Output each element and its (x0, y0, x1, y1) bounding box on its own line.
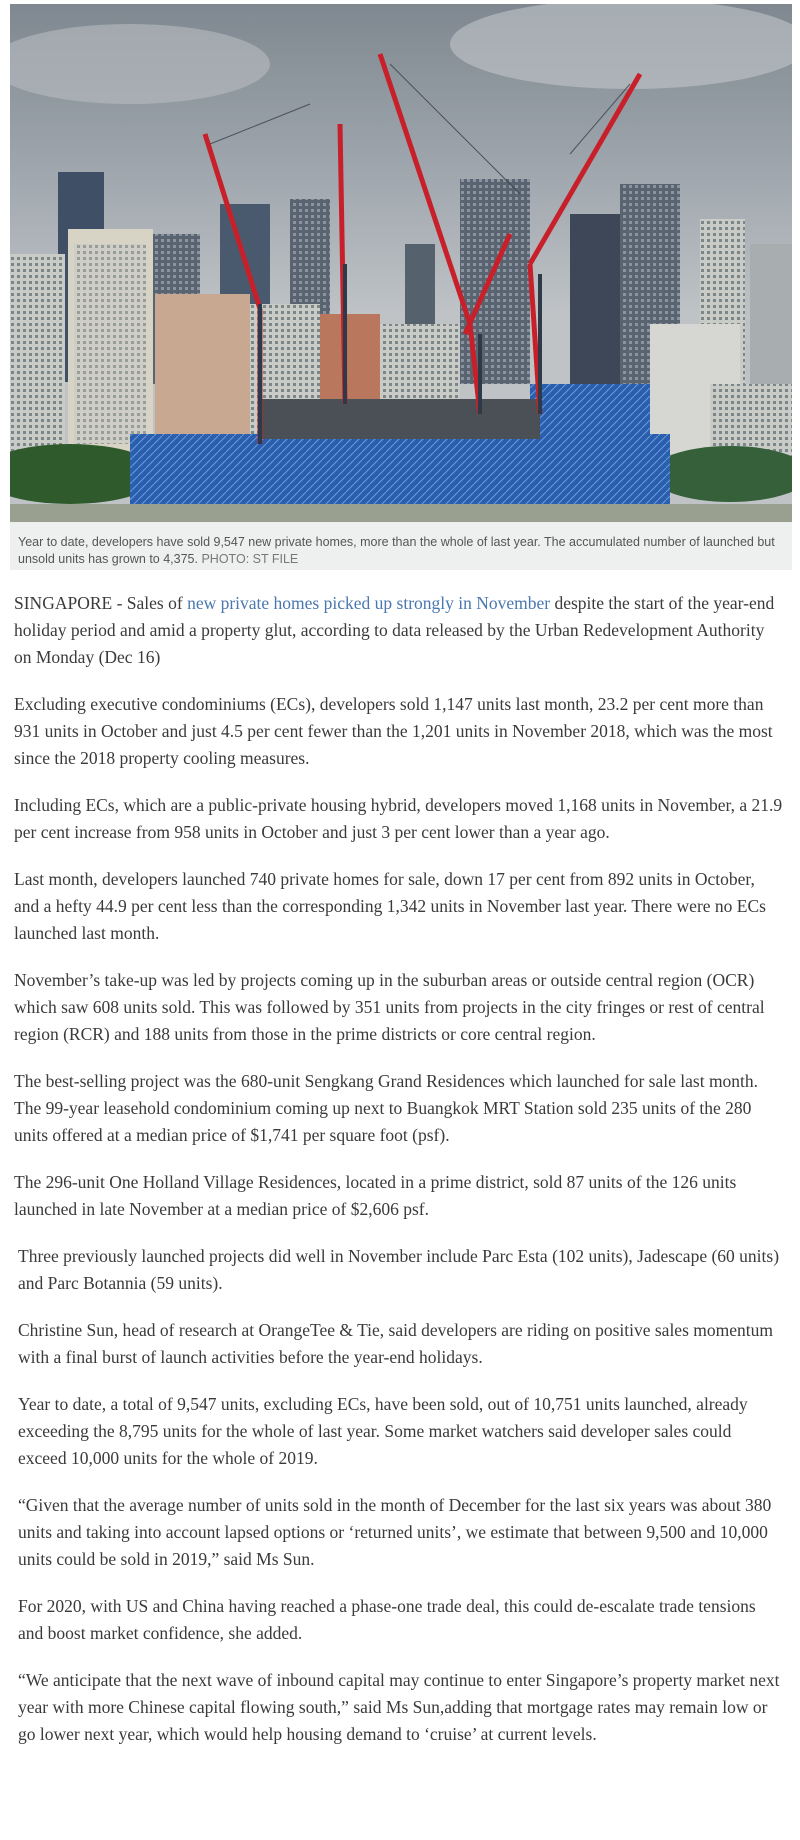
paragraph-1-rest: despite the start of the year-end holiday period and amid a property glut, according to data released by the Urban Redevelopment Authority on Monday (Dec 16) (14, 593, 775, 667)
paragraph-6: The best-selling project was the 680-unit Sengkang Grand Residences which launched for sale last month. The 99-year leasehold condominium coming up next to Buangkok MRT Station sold 235 units of the 280 units offered at a median price of $1,741 per square foot (psf). (14, 1071, 759, 1145)
construction-cranes-skyline-photo (10, 4, 792, 522)
paragraph-9: Christine Sun, head of research at OrangeTee & Tie, said developers are riding on positive sales momentum with a final burst of launch activities before the year-end holidays. (18, 1320, 773, 1367)
article-body (14, 590, 784, 1768)
paragraph-12: For 2020, with US and China having reached a phase-one trade deal, this could de-escalate trade tensions and boost market confidence, she added. (18, 1596, 756, 1643)
photo-credit: PHOTO: ST FILE (201, 552, 299, 566)
related-article-link[interactable]: new private homes picked up strongly in November (187, 593, 551, 613)
paragraph-8: Three previously launched projects did well in November include Parc Esta (102 units), Jadescape (60 units) and Parc Botannia (59 units). (18, 1246, 780, 1293)
paragraph-3: Including ECs, which are a public-private housing hybrid, developers moved 1,168 units in November, a 21.9 per cent increase from 958 units in October and just 3 per cent lower than a year ago. (14, 795, 783, 842)
paragraph-5: November’s take-up was led by projects coming up in the suburban areas or outside central region (OCR) which saw 608 units sold. This was followed by 351 units from projects in the city fringes or rest of central region (RCR) and 188 units from those in the prime districts or core central region. (14, 970, 765, 1044)
paragraph-11: “Given that the average number of units sold in the month of December for the last six years was about 380 units and taking into account lapsed options or ‘returned units’, we estimate that between 9,500 and 10,000 units could be sold in 2019,” said Ms Sun. (18, 1495, 772, 1569)
paragraph-7: The 296-unit One Holland Village Residences, located in a prime district, sold 87 units of the 126 units launched in late November at a median price of $2,606 psf. (14, 1172, 737, 1219)
paragraph-2: Excluding executive condominiums (ECs), developers sold 1,147 units last month, 23.2 per cent more than 931 units in October and just 4.5 per cent fewer than the 1,201 units in November 2018, which was the most since the 2018 property cooling measures. (14, 694, 773, 768)
figure-caption (18, 534, 784, 568)
dateline-lead: SINGAPORE - Sales of (14, 593, 188, 613)
paragraph-1 (14, 590, 784, 671)
article-figure (10, 4, 792, 570)
caption-text: Year to date, developers have sold 9,547 new private homes, more than the whole of last year. The accumulated number of launched but unsold units has grown to 4,375. (18, 535, 775, 566)
paragraph-10: Year to date, a total of 9,547 units, excluding ECs, have been sold, out of 10,751 units launched, already exceeding the 8,795 units for the whole of last year. Some market watchers said developer sales could exceed 10,000 units for the whole of 2019. (18, 1394, 748, 1468)
paragraph-13: “We anticipate that the next wave of inbound capital may continue to enter Singapore’s property market next year with more Chinese capital flowing south,” said Ms Sun,adding that mortgage rates may remain low or go lower next year, which would help housing demand to ‘cruise’ at current levels. (18, 1670, 780, 1744)
paragraph-4: Last month, developers launched 740 private homes for sale, down 17 per cent from 892 units in October, and a hefty 44.9 per cent less than the corresponding 1,342 units in November last year. There were no ECs launched last month. (14, 869, 766, 943)
